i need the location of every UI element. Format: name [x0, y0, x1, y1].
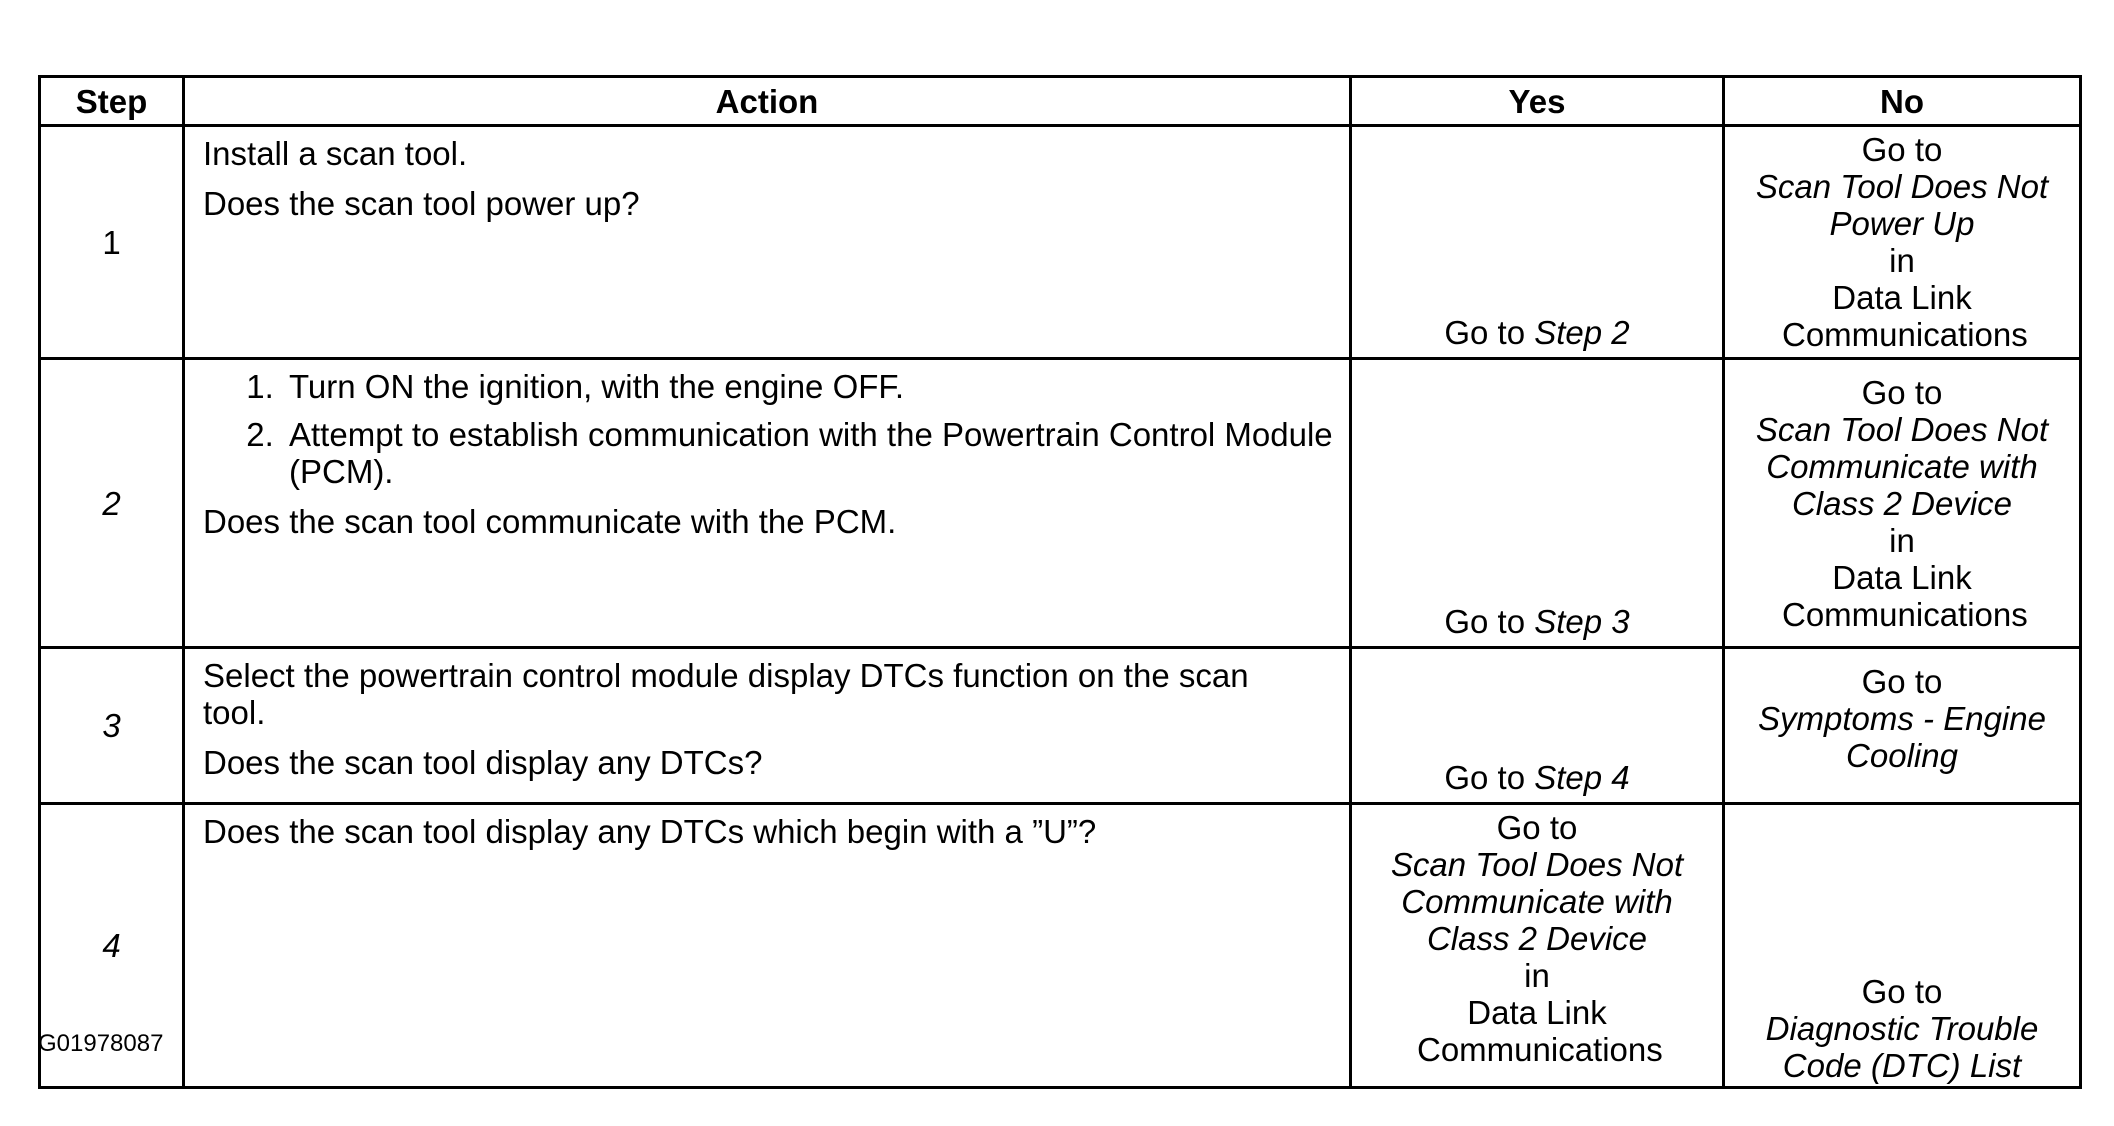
- action-text: Install a scan tool.: [203, 135, 468, 172]
- no-cell: [1724, 804, 2081, 1088]
- yes-cell: [1351, 804, 1724, 1088]
- action-step-item: 1. Turn ON the ignition, with the engine OFF.: [283, 368, 1333, 405]
- table-row: [40, 804, 2081, 1088]
- yes-link-step[interactable]: Step 3: [1534, 603, 1630, 640]
- header-no: No: [1724, 77, 2081, 126]
- figure-id: G01978087: [38, 1030, 164, 1057]
- no-cell: [1724, 126, 2081, 359]
- no-section-name: Data Link Communications: [1782, 558, 2028, 633]
- no-link-procedure[interactable]: Diagnostic Trouble Code (DTC) List: [1765, 1010, 2039, 1084]
- yes-prefix: Go to: [1444, 314, 1526, 351]
- action-question: Does the scan tool power up?: [203, 185, 640, 222]
- no-link-procedure[interactable]: Scan Tool Does Not Communicate with Class 2 Device: [1755, 410, 2049, 522]
- no-prefix: Go to: [1861, 131, 1943, 168]
- table-header-row: [40, 77, 2081, 126]
- action-cell: [184, 126, 1351, 359]
- yes-cell: [1351, 648, 1724, 804]
- table-row: [40, 126, 2081, 359]
- action-cell: [184, 648, 1351, 804]
- yes-in-text: in: [1524, 957, 1550, 994]
- no-cell: [1724, 359, 2081, 648]
- table-row: [40, 648, 2081, 804]
- no-prefix: Go to: [1861, 663, 1943, 700]
- yes-link-step[interactable]: Step 4: [1534, 759, 1630, 796]
- step-number-text: 3: [102, 707, 121, 744]
- yes-section-name: Data Link Communications: [1417, 994, 1663, 1068]
- no-in-text: in: [1889, 521, 1915, 559]
- action-text: Select the powertrain control module display DTCs function on the scan tool.: [203, 657, 1249, 731]
- no-prefix: Go to: [1861, 973, 1943, 1010]
- step-number-text: 2: [102, 484, 121, 522]
- yes-cell: [1351, 359, 1724, 648]
- action-steps-list: [203, 368, 1333, 490]
- action-question: Does the scan tool display any DTCs?: [203, 744, 763, 781]
- no-in-text: in: [1889, 242, 1915, 279]
- no-link-procedure[interactable]: Symptoms - Engine Cooling: [1758, 700, 2046, 774]
- header-step: Step: [40, 77, 184, 126]
- yes-prefix: Go to: [1444, 759, 1526, 796]
- no-prefix: Go to: [1861, 373, 1943, 411]
- action-cell: [184, 804, 1351, 1088]
- action-question: Does the scan tool display any DTCs which begin with a ”U”?: [203, 813, 1097, 850]
- diagnostic-table: [38, 75, 2082, 1089]
- no-section-name: Data Link Communications: [1782, 279, 2028, 353]
- table-row: [40, 359, 2081, 648]
- yes-link-procedure[interactable]: Scan Tool Does Not Communicate with Class 2 Device: [1390, 846, 1684, 957]
- step-number: [40, 359, 184, 648]
- step-number-text: 4: [102, 927, 121, 964]
- header-yes: Yes: [1351, 77, 1724, 126]
- yes-cell: [1351, 126, 1724, 359]
- action-step-item: 2. Attempt to establish communication with the Powertrain Control Module (PCM).: [283, 416, 1333, 490]
- action-question: Does the scan tool communicate with the PCM.: [203, 503, 897, 540]
- step-number: [40, 648, 184, 804]
- yes-link-step[interactable]: Step 2: [1534, 314, 1630, 351]
- action-cell: [184, 359, 1351, 648]
- header-action: Action: [184, 77, 1351, 126]
- yes-prefix: Go to: [1444, 603, 1526, 640]
- no-link-procedure[interactable]: Scan Tool Does Not Power Up: [1755, 168, 2049, 242]
- yes-prefix: Go to: [1496, 809, 1578, 846]
- no-cell: [1724, 648, 2081, 804]
- diagnostic-table-frame: [38, 75, 2079, 1089]
- step-number: 1: [40, 126, 184, 359]
